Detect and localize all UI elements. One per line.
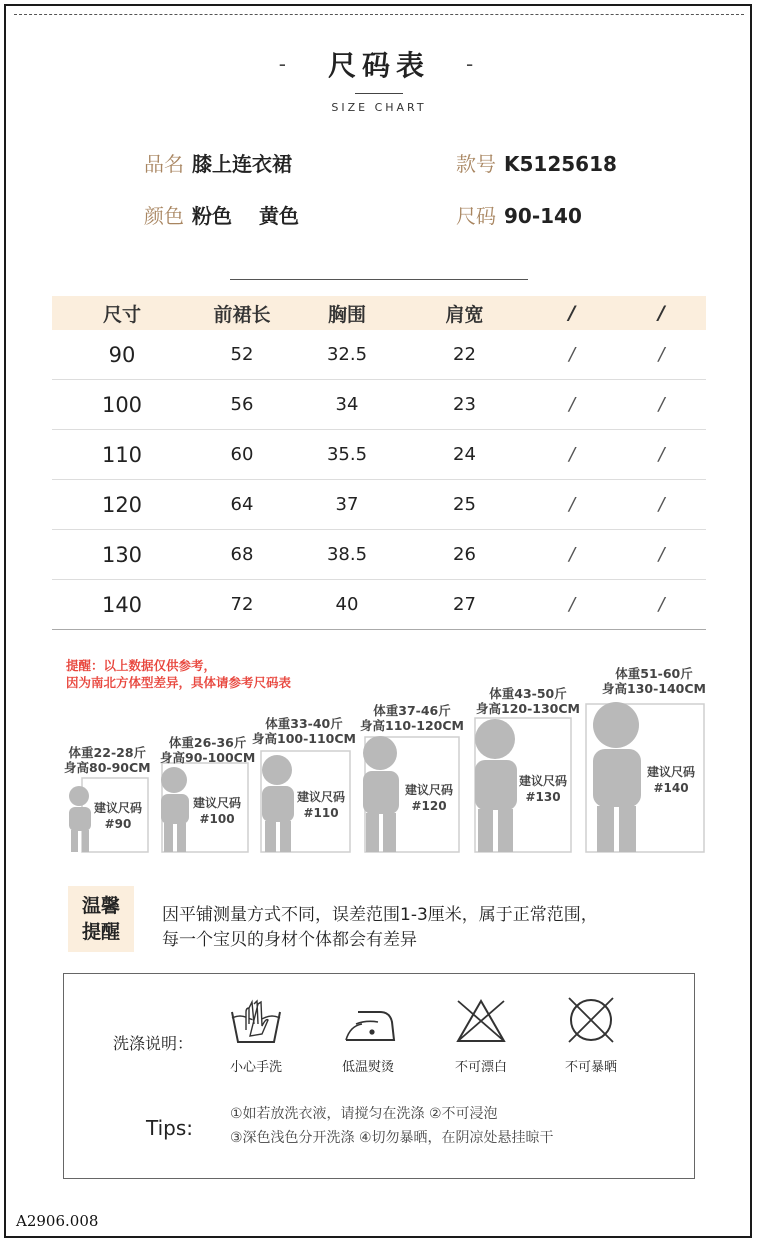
header-cell: / (568, 302, 576, 324)
kid-140-head (593, 702, 639, 748)
table-cell: 110 (101, 442, 143, 467)
table-cell: 25 (453, 494, 476, 515)
kid-100-leg (164, 823, 173, 852)
table-row (52, 380, 706, 430)
kid-90-head (69, 786, 89, 806)
header-cell: 胸围 (327, 303, 366, 326)
info-size-range (456, 200, 582, 229)
table-cell: / (658, 594, 665, 615)
warm-reminder-line-2: 每一个宝贝的身材个体都会有差异 (162, 930, 417, 950)
table-cell: 68 (230, 544, 254, 565)
info-value: 膝上连衣裙 (192, 152, 292, 176)
badge-line: 提醒 (81, 921, 120, 943)
table-cell: 60 (230, 444, 254, 465)
table-cell: 90 (108, 342, 136, 367)
tips-line-2: ③深色浅色分开洗涤 ④切勿暴晒，在阴凉处悬挂晾干 (230, 1130, 554, 1146)
suggest-size-140 (640, 764, 702, 796)
kid-100-head (161, 767, 187, 793)
table-cell: 140 (101, 592, 143, 617)
kid-90-body (69, 807, 91, 831)
table-cell: 72 (230, 594, 254, 615)
table-cell: 26 (453, 544, 476, 565)
kid-weight: 体重51-60斤 (615, 666, 693, 681)
kid-weight: 体重37-46斤 (373, 703, 451, 718)
page-subtitle: SIZE CHART (331, 101, 427, 114)
table-row (52, 530, 706, 580)
table-cell: 64 (230, 494, 254, 515)
table-cell: / (568, 444, 576, 465)
kid-120-leg (383, 813, 396, 852)
warm-reminder-line-1: 因平铺测量方式不同，误差范围1-3厘米，属于正常范围， (162, 905, 598, 925)
kid-weight: 体重26-36斤 (168, 735, 247, 750)
kid-100-leg (177, 823, 186, 852)
info-key: 品名 (144, 152, 184, 176)
table-cell: / (658, 394, 665, 415)
table-cell: 38.5 (326, 544, 368, 565)
kid-weight: 体重22-28斤 (68, 745, 147, 760)
table-cell: 34 (335, 394, 359, 415)
kid-weight: 体重33-40斤 (265, 716, 343, 731)
info-key: 颜色 (144, 204, 184, 228)
wash-title: 洗涤说明： (113, 1034, 194, 1053)
table-cell: / (568, 594, 576, 615)
info-color (144, 200, 299, 229)
kid-120-leg (366, 813, 379, 852)
kid-130-leg (498, 809, 513, 852)
reminder-line-2: 因为南北方体型差异，具体请参考尺码表 (66, 675, 292, 690)
wash-caption: 不可漂白 (454, 1060, 507, 1075)
title-dash-left: - (278, 52, 292, 76)
page-title (0, 44, 758, 84)
kid-weight: 体重43-50斤 (489, 686, 567, 701)
table-cell: / (658, 494, 665, 515)
kid-120-head (363, 736, 397, 770)
table-cell: 22 (453, 344, 476, 365)
suggest-size: #130 (525, 790, 561, 804)
table-cell: / (568, 544, 576, 565)
table-cell: / (568, 494, 576, 515)
kid-110-head (262, 755, 292, 785)
product-code: A2906.008 (16, 1212, 99, 1230)
header-cell: / (658, 302, 665, 324)
suggest-size: #100 (199, 812, 235, 826)
kid-140-body (593, 749, 641, 807)
info-value: 90-140 (504, 204, 582, 228)
table-cell: / (658, 344, 665, 365)
info-key: 款号 (456, 152, 496, 176)
table-cell: / (658, 444, 665, 465)
kid-100-body (161, 794, 189, 824)
suggest-label: 建议尺码 (296, 790, 345, 804)
suggest-label: 建议尺码 (518, 774, 567, 788)
table-cell: 35.5 (326, 444, 368, 465)
table-cell: 23 (453, 394, 476, 415)
kid-height: 身高120-130CM (476, 701, 580, 716)
table-cell: 40 (335, 594, 359, 615)
table-cell: / (568, 394, 576, 415)
kid-140-leg (597, 806, 614, 852)
table-cell: 37 (335, 494, 359, 515)
table-cell: 120 (101, 492, 143, 517)
warm-reminder-badge (68, 886, 134, 952)
badge-line: 温馨 (81, 895, 120, 917)
table-header (52, 296, 706, 330)
table-row (52, 330, 706, 380)
no-bleach-icon (455, 998, 507, 1044)
table-cell: / (658, 544, 665, 565)
kid-label-100 (160, 735, 255, 765)
kid-120-body (363, 771, 399, 814)
kid-140-leg (619, 806, 636, 852)
info-key: 尺码 (456, 204, 496, 228)
info-value: K5125618 (504, 152, 617, 176)
kid-label-110 (252, 716, 356, 746)
suggest-size-100 (186, 795, 248, 827)
kid-110-leg (280, 821, 291, 852)
suggest-size: #110 (303, 806, 339, 820)
suggest-size-90 (90, 800, 146, 832)
header-cell: 前裙长 (213, 303, 271, 326)
info-value: 粉色 黄色 (192, 204, 299, 228)
no-sun-dry-icon (565, 994, 617, 1046)
title-dash-right: - (466, 52, 480, 76)
suggest-size: #90 (104, 817, 132, 831)
title-text: 尺码表 (327, 49, 430, 82)
suggest-size: #120 (411, 799, 447, 813)
kid-90-leg (82, 830, 89, 852)
table-cell: 130 (101, 542, 143, 567)
suggest-size: #140 (653, 781, 689, 795)
title-underline (355, 93, 403, 94)
suggest-size-130 (512, 773, 574, 805)
suggest-size-120 (398, 782, 460, 814)
kid-130-body (475, 760, 517, 810)
table-cell: 100 (101, 392, 143, 417)
suggest-label: 建议尺码 (646, 765, 695, 779)
kid-height: 身高90-100CM (160, 750, 256, 765)
low-iron-icon (342, 1004, 398, 1044)
suggest-label: 建议尺码 (404, 783, 453, 797)
table-row (52, 430, 706, 480)
size-table (52, 296, 706, 630)
table-row (52, 480, 706, 530)
header-cell: 尺寸 (102, 303, 141, 326)
header-cell: 肩宽 (445, 303, 484, 326)
kid-label-140 (602, 666, 706, 696)
wash-caption: 小心手洗 (229, 1060, 282, 1075)
tips-line-1: ①如若放洗衣液，请搅匀在洗涤 ②不可浸泡 (230, 1106, 498, 1122)
table-cell: 52 (230, 344, 254, 365)
wash-caption: 低温熨烫 (341, 1060, 394, 1075)
wash-caption: 不可暴晒 (564, 1060, 617, 1075)
suggest-size-110 (290, 789, 352, 821)
kid-130-leg (478, 809, 493, 852)
kid-130-head (475, 719, 515, 759)
kid-110-leg (265, 821, 276, 852)
top-dashed-divider (14, 14, 744, 15)
kid-label-120 (360, 703, 464, 733)
section-divider (230, 279, 528, 280)
reminder-line-1: 提醒：以上数据仅供参考， (66, 658, 217, 673)
hand-wash-icon (228, 998, 284, 1046)
tips-label: Tips: (146, 1116, 194, 1140)
table-cell: 32.5 (326, 344, 368, 365)
table-cell: 27 (453, 594, 476, 615)
table-cell: 56 (230, 394, 254, 415)
suggest-label: 建议尺码 (93, 801, 142, 815)
kid-label-130 (476, 686, 580, 716)
info-model-number (456, 148, 617, 177)
table-cell: / (568, 344, 576, 365)
suggest-label: 建议尺码 (192, 796, 241, 810)
kid-height: 身高110-120CM (360, 718, 464, 733)
kid-height: 身高130-140CM (602, 681, 706, 696)
kid-90-leg (71, 830, 78, 852)
table-cell: 24 (453, 444, 476, 465)
info-product-name (144, 148, 292, 177)
kid-height: 身高80-90CM (64, 760, 151, 775)
table-row (52, 580, 706, 630)
kid-height: 身高100-110CM (252, 731, 356, 746)
kid-label-90 (64, 745, 151, 775)
